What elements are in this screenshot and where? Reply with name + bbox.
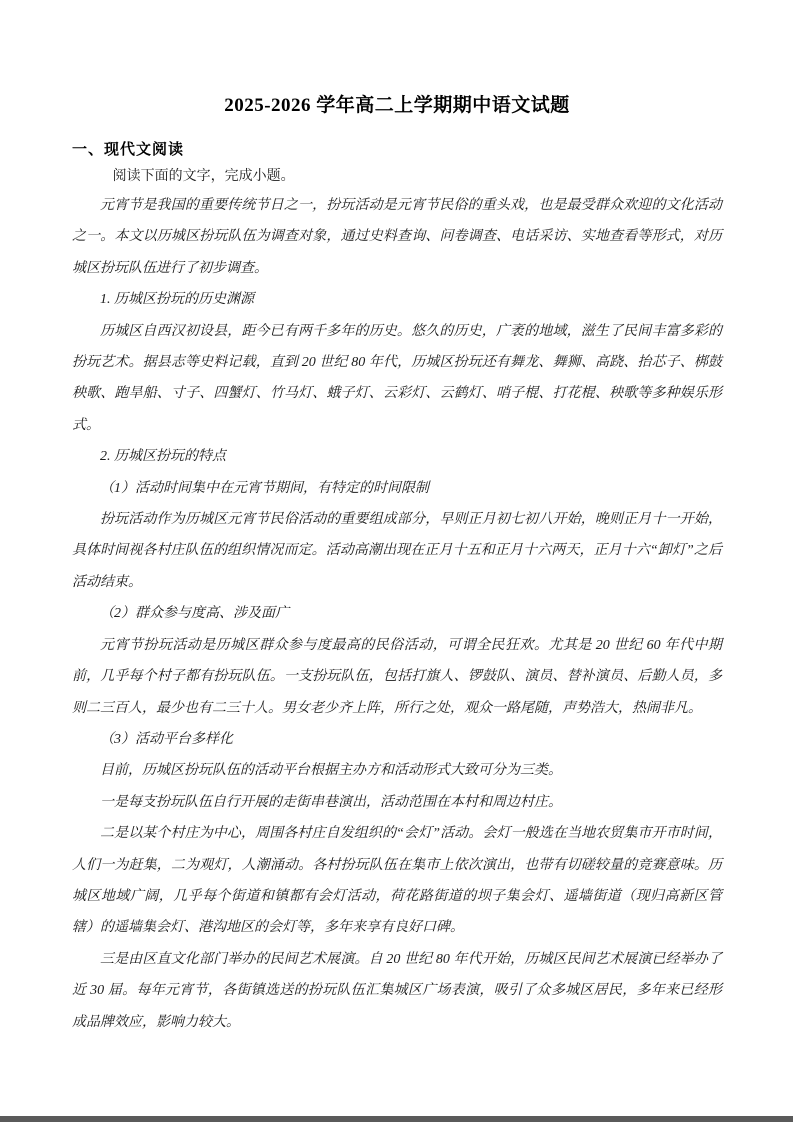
passage-paragraph: 一是每支扮玩队伍自行开展的走街串巷演出，活动范围在本村和周边村庄。 <box>100 794 562 810</box>
page-bottom-separator <box>0 1116 793 1122</box>
passage-paragraph: 历城区自西汉初设县，距今已有两千多年的历史。悠久的历史，广袤的地域，滋生了民间丰富多彩的扮玩艺术。据县志等史料记载，直到 20 世纪 80 年代，历城区扮玩还有舞龙、舞狮、高跷、抬芯子、梆鼓秧歌、跑旱船、寸子、四蟹灯、竹马灯、蛾子灯、云彩灯、云鹤灯、哨子棍、打花棍、秧歌等多种娱乐形式。 <box>72 323 722 433</box>
reading-passage <box>72 190 722 1038</box>
passage-paragraph: 元宵节扮玩活动是历城区群众参与度最高的民俗活动，可谓全民狂欢。尤其是 20 世纪 60 年代中期前，几乎每个村子都有扮玩队伍。一支扮玩队伍，包括打旗人、锣鼓队、演员、替补演员、后勤人员，多则二三百人，最少也有二三十人。男女老少齐上阵，所行之处，观众一路尾随，声势浩大，热闹非凡。 <box>72 637 722 716</box>
passage-subheading: （3）活动平台多样化 <box>100 731 233 747</box>
passage-paragraph: 目前，历城区扮玩队伍的活动平台根据主办方和活动形式大致可分为三类。 <box>100 763 562 779</box>
passage-subheading: （1）活动时间集中在元宵节期间，有特定的时间限制 <box>100 480 429 496</box>
section-heading-modern-reading: 一、现代文阅读 <box>72 142 185 158</box>
passage-paragraph: 二是以某个村庄为中心，周围各村庄自发组织的“会灯”活动。会灯一般选在当地农贸集市开市时间，人们一为赶集，二为观灯，人潮涌动。各村扮玩队伍在集市上依次演出，也带有切磋较量的竞赛意味。历城区地域广阔，几乎每个街道和镇都有会灯活动，荷花路街道的坝子集会灯、遥墙街道（现归高新区管辖）的遥墙集会灯、港沟地区的会灯等，多年来享有良好口碑。 <box>72 826 722 936</box>
passage-subheading: 1. 历城区扮玩的历史渊源 <box>100 292 254 308</box>
passage-paragraph: 元宵节是我国的重要传统节日之一，扮玩活动是元宵节民俗的重头戏，也是最受群众欢迎的文化活动之一。本文以历城区扮玩队伍为调查对象，通过史料查询、问卷调查、电话采访、实地查看等形式，对历城区扮玩队伍进行了初步调查。 <box>72 198 722 276</box>
passage-subheading: 2. 历城区扮玩的特点 <box>100 449 226 465</box>
passage-subheading: （2）群众参与度高、涉及面广 <box>100 606 289 622</box>
passage-paragraph: 三是由区直文化部门举办的民间艺术展演。自 20 世纪 80 年代开始，历城区民间艺术展演已经举办了近 30 届。每年元宵节，各街镇选送的扮玩队伍汇集城区广场表演，吸引了众多城区居民，多年来已经形成品牌效应，影响力较大。 <box>72 951 722 1030</box>
passage-paragraph: 扮玩活动作为历城区元宵节民俗活动的重要组成部分，早则正月初七初八开始，晚则正月十一开始，具体时间视各村庄队伍的组织情况而定。活动高潮出现在正月十五和正月十六两天，正月十六“卸灯”之后活动结束。 <box>72 512 722 590</box>
page-title: 2025-2026 学年高二上学期期中语文试题 <box>224 95 570 116</box>
instruction-line: 阅读下面的文字，完成小题。 <box>112 169 295 184</box>
